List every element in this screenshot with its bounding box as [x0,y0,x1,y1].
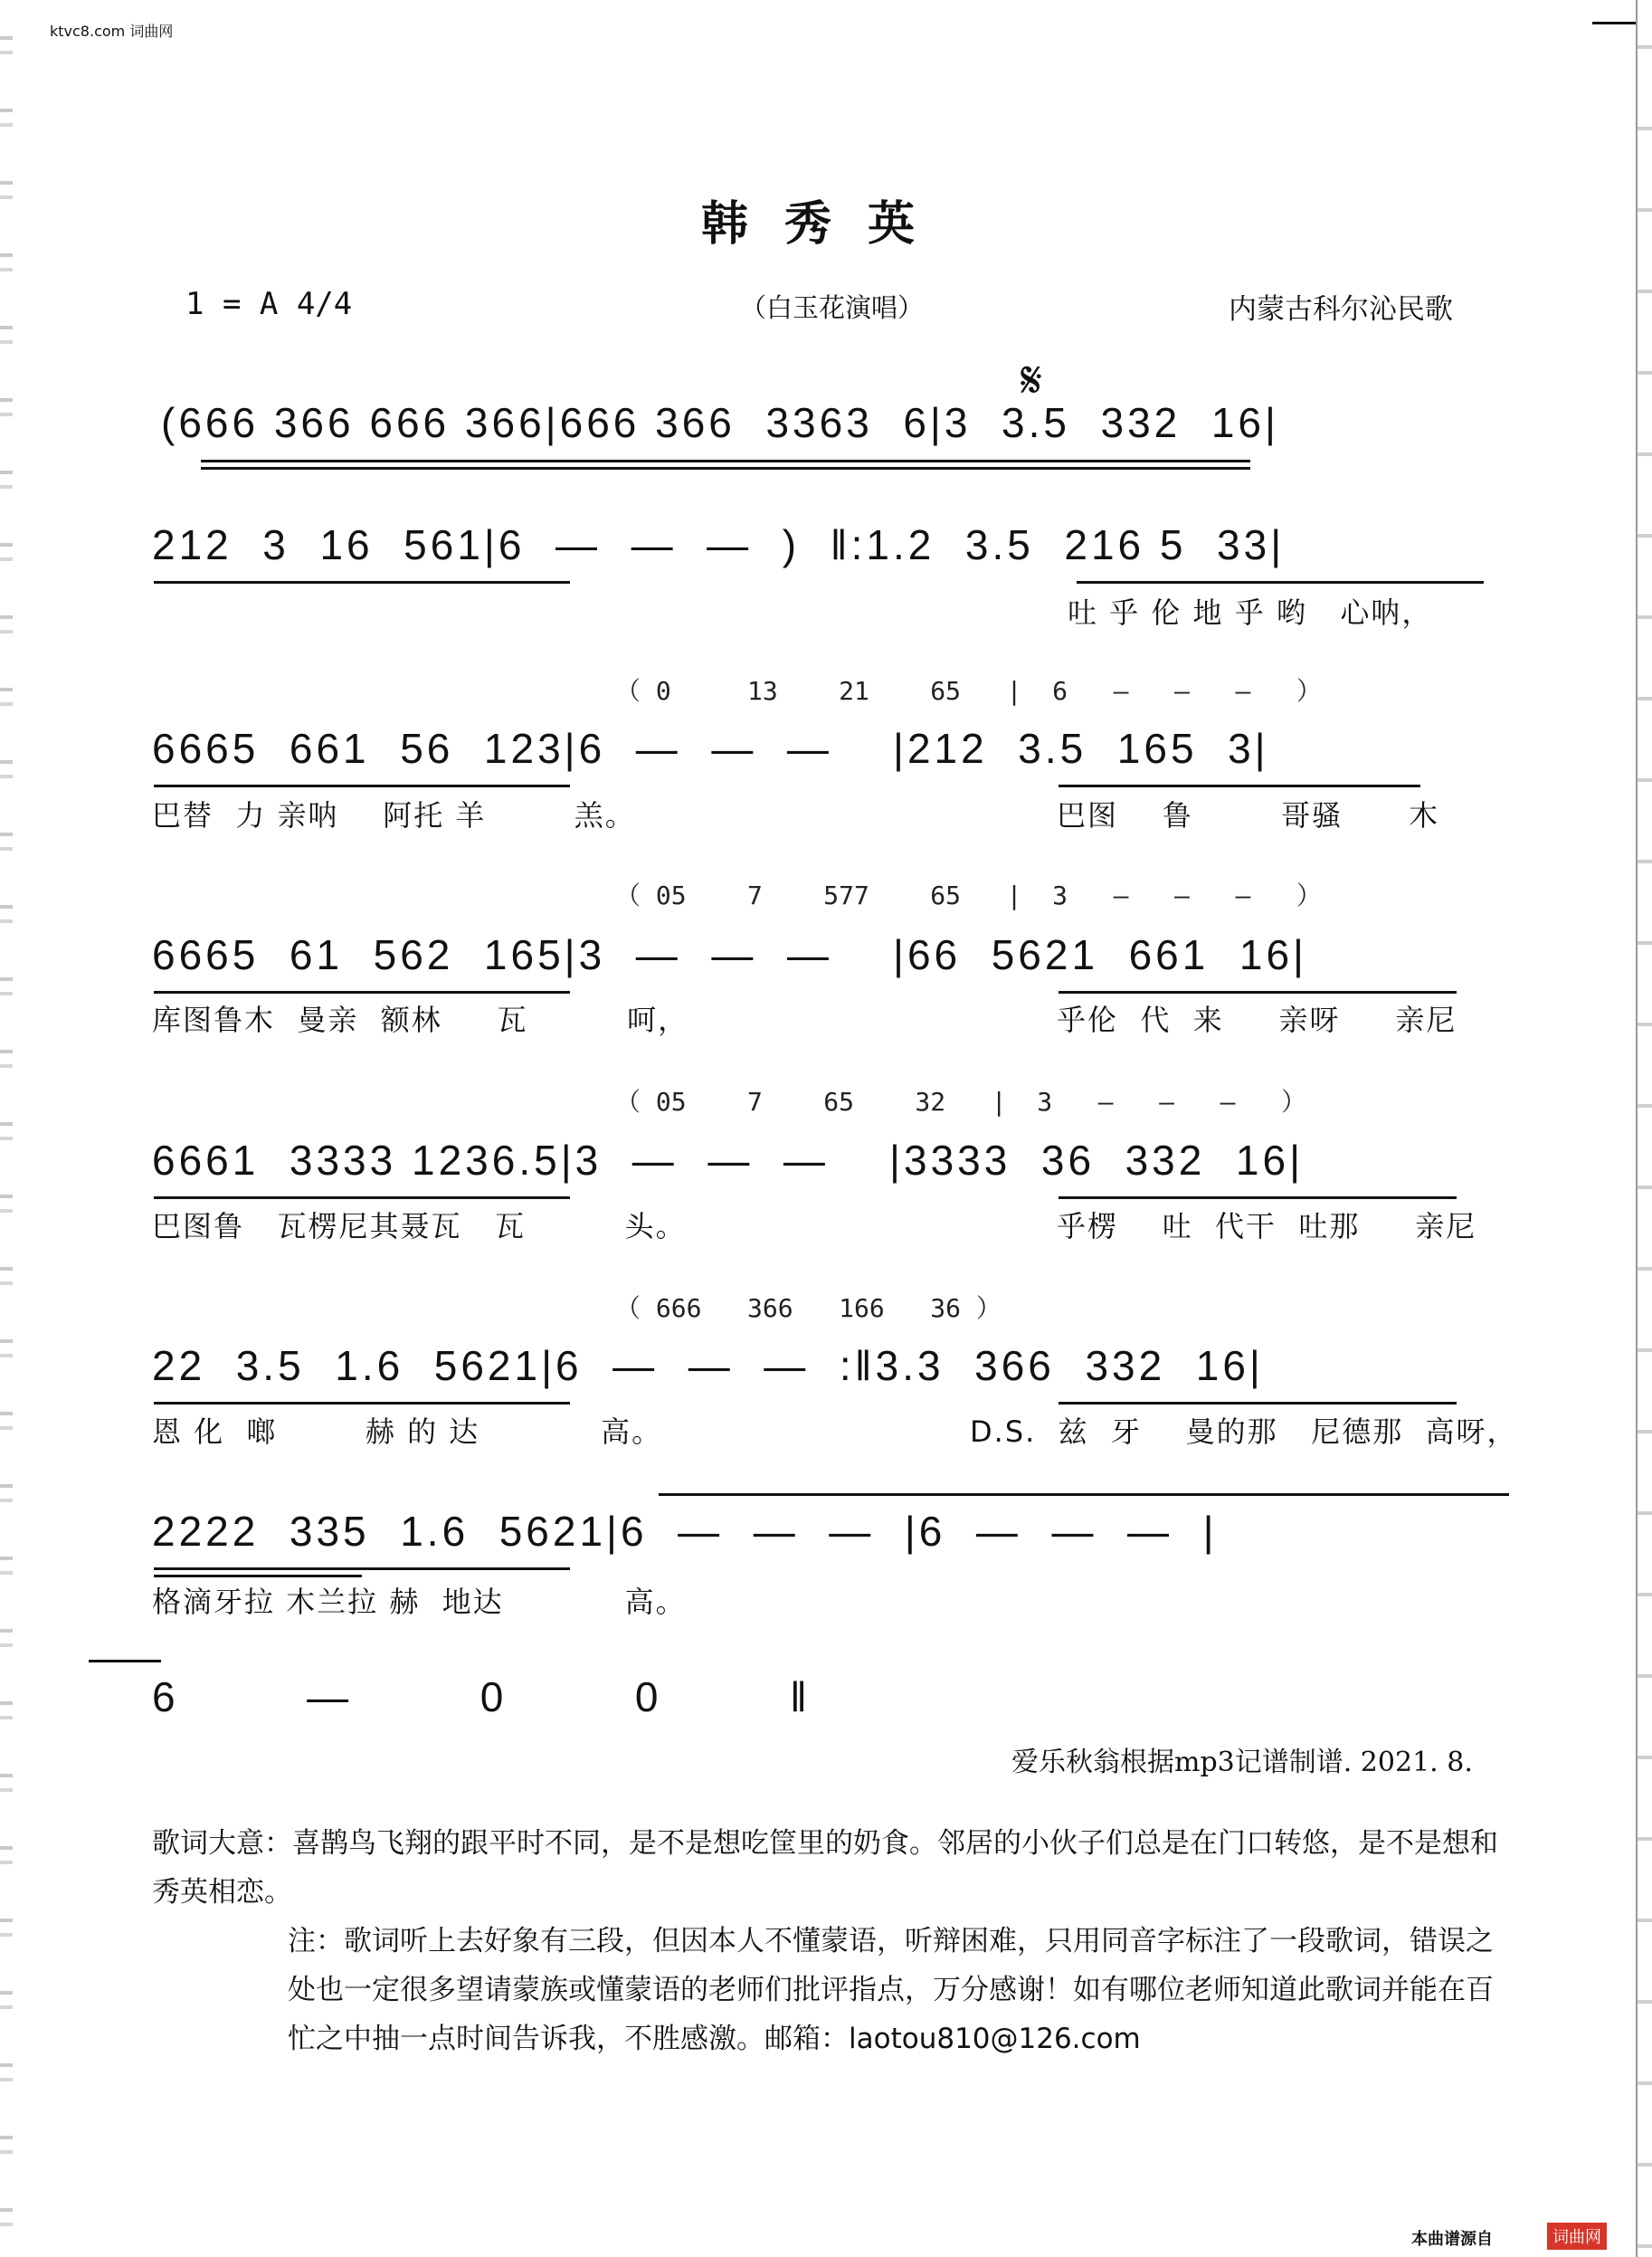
score-row-3 [152,724,1482,782]
lyrics-line: 库图鲁木 曼亲 额林 瓦 呵， [152,1003,689,1037]
accompaniment-line: （ 666 366 166 36 ） [615,1293,1002,1323]
lyrics-line: 格滴牙拉 木兰拉 赫 地达 高。 [152,1585,687,1619]
underline [154,1575,362,1577]
score-row-2 [152,520,1482,578]
underline [154,785,570,787]
song-notes [152,1819,1509,2063]
song-origin: 内蒙古科尔沁民歌 [1229,293,1453,326]
underline [1059,1402,1457,1405]
notes-line: 212 3 16 561|6 — — — ) ‖:1.2 3.5 216 5 33| [152,521,1286,568]
lyrics-line: 巴替 力 亲呐 阿托 羊 羔。 [152,798,636,833]
score-row-8 [152,1672,1482,1730]
lyrics-line: 巴图 鲁 哥骚 木 [1057,798,1440,833]
underline [1077,581,1484,584]
underline [1059,991,1457,994]
notes-line: 2222 335 1.6 5621|6 — — — |6 — — — | [152,1508,1218,1555]
notes-label: 歌词大意： [152,1827,292,1860]
score-row-4 [152,930,1482,988]
notes-line: 22 3.5 1.6 5621|6 — — — :‖3.3 366 332 16| [152,1342,1264,1389]
footer-source-label: 本曲谱源自 [1411,2230,1493,2249]
lyrics-line: 恩 化 啷 赫 的 达 高。 [152,1414,663,1449]
key-signature: 1 = A 4/4 [185,286,353,322]
right-margin-strip [1636,0,1652,2257]
score-row-7 [152,1507,1482,1565]
tie-line [89,1660,161,1662]
notes-line: 6661 3333 1236.5|3 — — — |3333 36 332 16| [152,1137,1305,1184]
singer-credit: （白玉花演唱） [740,292,925,323]
transcriber-credit: 爱乐秋翁根据mp3记谱制谱. 2021. 8. [1011,1747,1473,1778]
notes-text: 喜鹊鸟飞翔的跟平时不同，是不是想吃筐里的奶食。邻居的小伙子们总是在门口转悠，是不是想和秀英相恋。 [152,1827,1498,1909]
notes-line: (666 366 666 366|666 366 3363 6|3 3.5 332 16| [161,399,1279,446]
underline [154,991,570,994]
lyrics-line: 乎楞 吐 代干 吐那 亲尼 [1057,1209,1477,1243]
lyrics-line: 巴图鲁 瓦楞尼其聂瓦 瓦 头。 [152,1209,687,1243]
site-watermark: ktvc8.com 词曲网 [50,23,174,40]
notes-line: 6665 61 562 165|3 — — — |66 5621 661 16| [152,931,1308,978]
underline [201,460,1250,462]
underline [154,1196,570,1199]
score-row-1 [152,398,1482,456]
score-row-6 [152,1341,1482,1399]
lyrics-line: D.S. 兹 牙 曼的那 尼德那 高呀， [970,1414,1518,1449]
underline [1059,1196,1457,1199]
accompaniment-line: （ 05 7 577 65 | 3 — — — ） [615,881,1322,910]
top-dash [1592,22,1636,24]
tie-line [659,1493,1509,1496]
accompaniment-line: （ 0 13 21 65 | 6 — — — ） [615,676,1322,706]
lyrics-line: 乎伦 代 来 亲呀 亲尼 [1057,1003,1457,1037]
underline [201,467,1250,470]
notes-line: 6665 661 56 123|6 — — — |212 3.5 165 3| [152,725,1269,772]
lyrics-line: 吐 乎 伦 地 乎 哟 心呐， [1068,595,1433,630]
segno-icon: 𝄋 [1021,351,1043,410]
underline [154,1402,570,1405]
underline [1059,785,1420,787]
song-title: 韩秀英 [700,196,951,252]
remark-label: 注： [288,1925,344,1957]
footer-site-logo[interactable]: 词曲网 [1547,2223,1607,2250]
remark-text: 歌词听上去好象有三段，但因本人不懂蒙语，听辩困难，只用同音字标注了一段歌词，错误之处也一定很多望请蒙族或懂蒙语的老师们批评指点，万分感谢！如有哪位老师知道此歌词并能在百忙之中抽一点时间告诉我，不胜感激。邮箱：laotou810@126.com [288,1925,1494,2055]
accompaniment-line: （ 05 7 65 32 | 3 — — — ） [615,1087,1307,1117]
notes-line: 6 — 0 0 ‖ [152,1673,843,1720]
underline [154,581,570,584]
underline [154,1567,570,1570]
score-row-5 [152,1136,1482,1194]
left-margin-strip [0,0,13,2257]
